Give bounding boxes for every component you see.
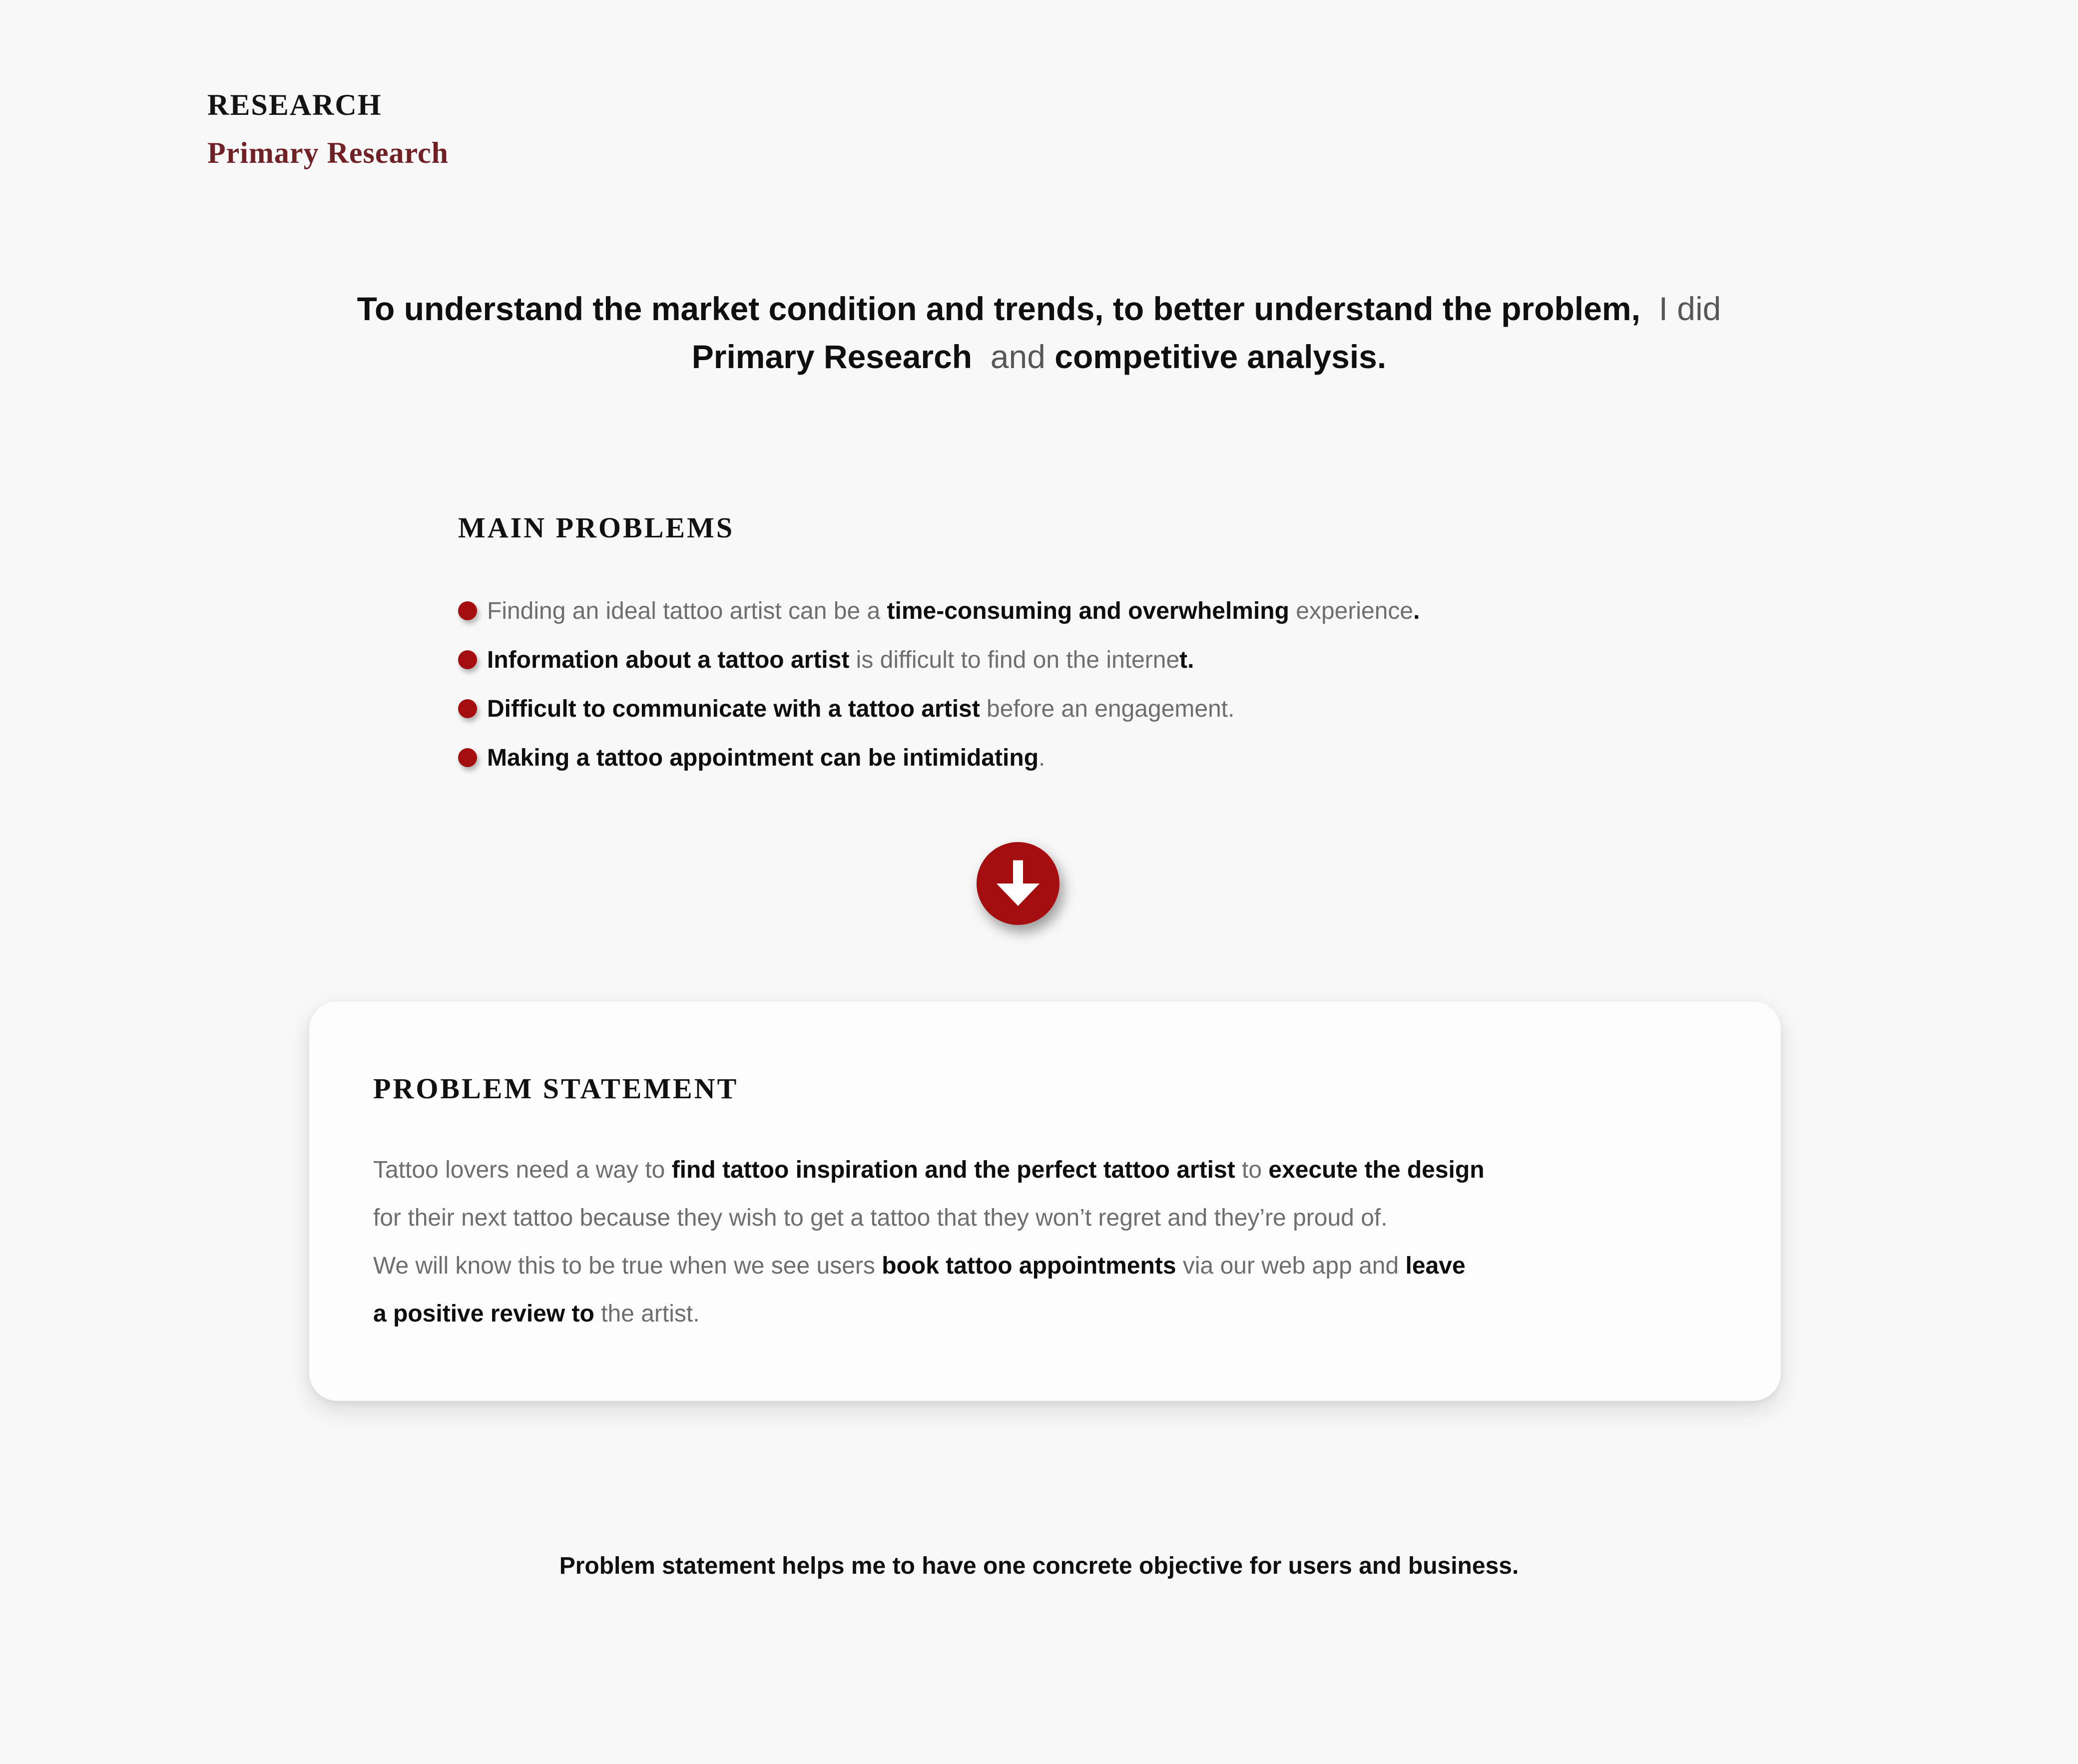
problem-item [458,684,1420,733]
problem-text: Difficult to communicate with a tattoo artist before an engagement. [487,695,1235,722]
problem-text: Information about a tattoo artist is difficult to find on the internet. [487,646,1194,673]
footer-takeaway: Problem statement helps me to have one concrete objective for users and business. [559,1553,1519,1579]
main-problems-section [458,510,1420,782]
problem-item [458,635,1420,684]
bullet-icon [458,650,477,669]
bullet-icon [458,748,477,767]
problem-statement-heading: PROBLEM STATEMENT [373,1072,739,1105]
problem-item [458,733,1420,782]
arrow-down-icon [977,842,1059,925]
problem-text: Making a tattoo appointment can be intimidating. [487,744,1045,771]
section-subheading: Primary Research [207,136,449,169]
problem-statement-card [309,1001,1781,1401]
problem-item [458,586,1420,635]
bullet-icon [458,699,477,718]
bullet-icon [458,601,477,620]
problems-list [458,586,1420,782]
problem-statement-text: Tattoo lovers need a way to find tattoo inspiration and the perfect tattoo artist to execute the design for their next tattoo because they wish to get a tattoo that they won’t regret and they’re proud of. We will know this to be true when we see users book tattoo appointments via our web app and leave a positive review to the artist. [373,1157,1485,1327]
problem-text: Finding an ideal tattoo artist can be a time-consuming and overwhelming experience. [487,597,1420,624]
section-eyebrow: RESEARCH [207,88,382,121]
intro-headline: To understand the market condition and trends, to better understand the problem, I did Primary Research and competitive analysis. [357,290,1721,375]
down-arrow-badge [977,842,1059,925]
main-problems-heading: MAIN PROBLEMS [458,511,735,544]
